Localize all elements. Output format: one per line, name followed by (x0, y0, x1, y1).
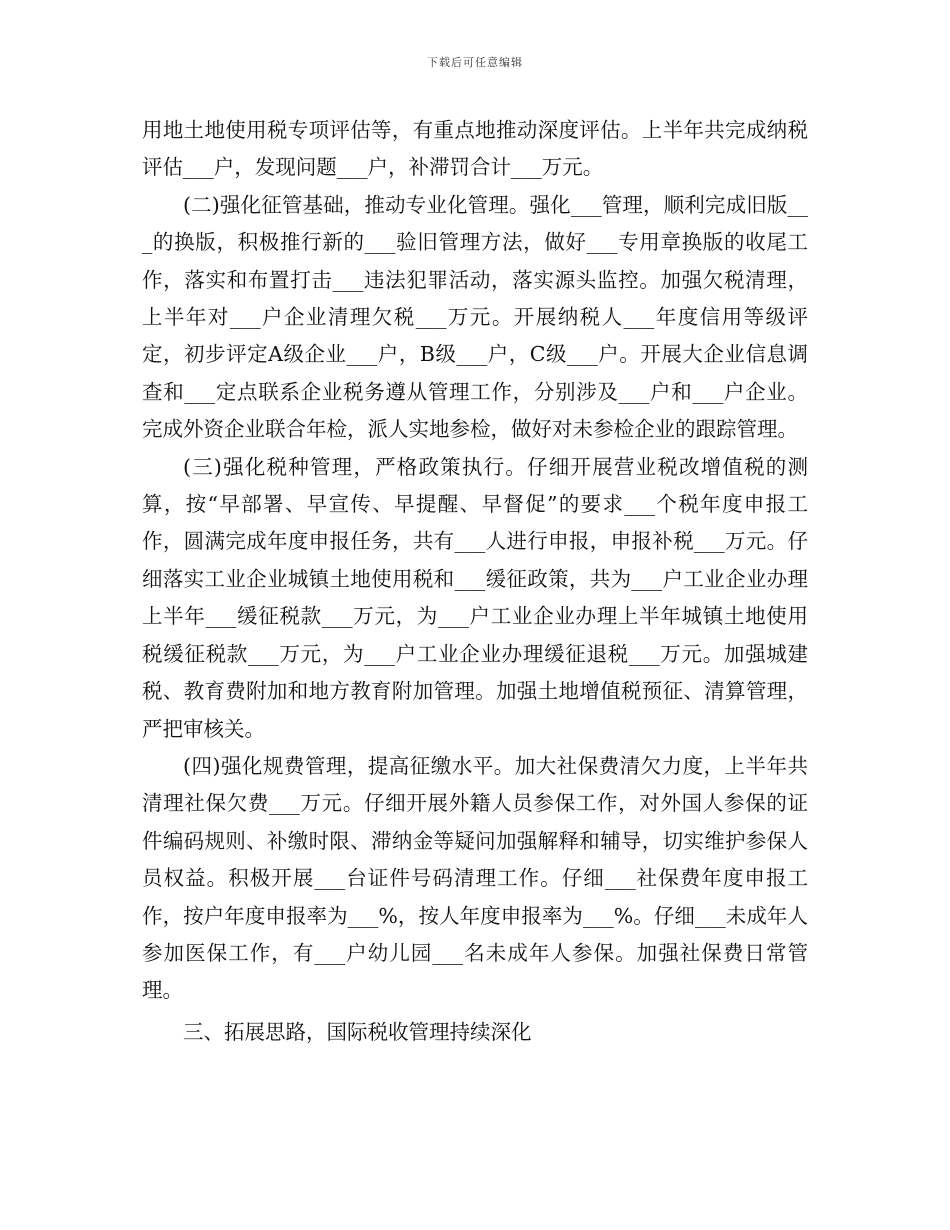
paragraph-section-4: (四)强化规费管理，提高征缴水平。加大社保费清欠力度，上半年共清理社保欠费___万元。仔细开展外籍人员参保工作，对外国人参保的证件编码规则、补缴时限、滞纳金等疑问加强解释和辅导，切实维护参保人员权益。积极开展___台证件号码清理工作。仔细___社保费年度申报工作，按户年度申报率为___%，按人年度申报率为___%。仔细___未成年人参加医保工作，有___户幼儿园___名未成年人参保。加强社保费日常管理。 (142, 753, 808, 1003)
paragraph-continuation: 用地土地使用税专项评估等，有重点地推动深度评估。上半年共完成纳税评估___户，发现问题___户，补滞罚合计___万元。 (142, 118, 808, 180)
document-body (142, 112, 808, 1051)
section-heading-3: 三、拓展思路，国际税收管理持续深化 (183, 1019, 532, 1044)
paragraph-section-2: (二)强化征管基础，推动专业化管理。强化___管理，顺利完成旧版___的换版，积极推行新的___验旧管理方法，做好___专用章换版的收尾工作，落实和布置打击___违法犯罪活动，落实源头监控。加强欠税清理，上半年对___户企业清理欠税___万元。开展纳税人___年度信用等级评定，初步评定A级企业___户，B级___户，C级___户。开展大企业信息调查和___定点联系企业税务遵从管理工作，分别涉及___户和___户企业。完成外资企业联合年检，派人实地参检，做好对未参检企业的跟踪管理。 (142, 192, 808, 442)
page-header: 下载后可任意编辑 (427, 56, 523, 69)
paragraph-section-3: (三)强化税种管理，严格政策执行。仔细开展营业税改增值税的测算，按“早部署、早宣传、早提醒、早督促”的要求___个税年度申报工作，圆满完成年度申报任务，共有___人进行申报，申报补税___万元。仔细落实工业企业城镇土地使用税和___缓征政策，共为___户工业企业办理上半年___缓征税款___万元，为___户工业企业办理上半年城镇土地使用税缓征税款___万元，为___户工业企业办理缓征退税___万元。加强城建税、教育费附加和地方教育附加管理。加强土地增值税预征、清算管理，严把审核关。 (142, 454, 808, 741)
